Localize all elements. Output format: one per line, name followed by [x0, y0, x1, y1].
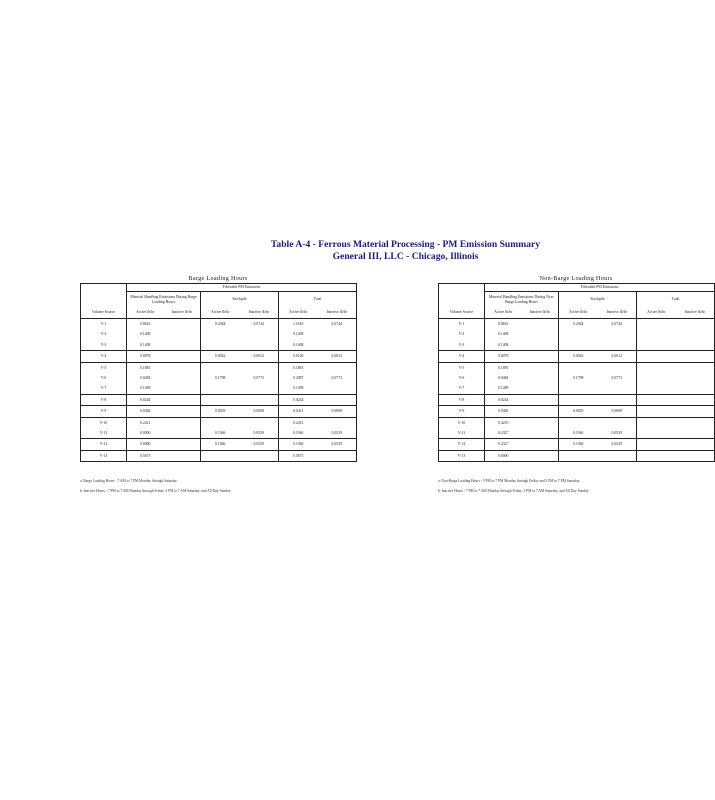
value-cell — [637, 406, 676, 417]
value-cell — [201, 362, 240, 373]
value-cell — [522, 406, 559, 417]
value-cell — [598, 450, 637, 461]
value-cell — [522, 439, 559, 450]
value-cell — [240, 362, 279, 373]
volume-source-cell: V-10 — [439, 417, 485, 428]
value-cell — [676, 373, 715, 383]
value-cell — [522, 329, 559, 339]
value-cell: 0.1408 — [127, 340, 164, 351]
value-cell — [637, 329, 676, 339]
value-cell — [676, 406, 715, 417]
table-subtitle: General III, LLC - Chicago, Illinois — [332, 251, 479, 262]
value-cell: 0.1946 — [279, 428, 318, 439]
note-line: b. Inactive Hours - 7 PM to 7 AM Monday through Friday, 5 PM to 7 AM Saturday, and All Day Sunday. — [438, 488, 590, 493]
subheader: Material Handling Emissions During Barge Loading Hours — [127, 292, 201, 308]
volume-source-cell: V-1 — [81, 319, 127, 330]
value-cell: 0.1408 — [140, 332, 151, 337]
volume-source-cell: V-9 — [81, 406, 127, 417]
value-cell — [240, 394, 279, 405]
subheader: Stockpile — [559, 292, 637, 308]
volume-source-cell: V-8 — [439, 394, 485, 405]
value-cell: 0.1881 — [293, 365, 304, 370]
table-caption: Barge Loading Hours — [188, 275, 248, 282]
value-cell: 0.0120 — [279, 351, 318, 362]
emissions-table — [438, 283, 715, 462]
volume-source-cell: V-8 — [81, 394, 127, 405]
value-cell: 0.2944 — [573, 321, 584, 326]
value-cell — [522, 417, 559, 428]
header-row-group — [81, 284, 357, 292]
value-cell: 0.0244 — [127, 394, 164, 405]
value-cell — [637, 362, 676, 373]
table-row — [439, 329, 715, 339]
value-cell: 0.2087 — [293, 375, 304, 380]
value-cell — [240, 329, 279, 339]
column-label: Active lb/hr — [279, 307, 318, 319]
header-spacer — [439, 292, 485, 308]
value-cell — [637, 340, 676, 351]
value-cell — [676, 340, 715, 351]
table-notes — [438, 477, 698, 496]
volume-source-cell: V-3 — [81, 340, 127, 351]
value-cell — [318, 417, 357, 428]
group-header: Filterable PM Emissions — [127, 284, 357, 292]
value-cell — [318, 362, 357, 373]
table-row — [439, 351, 715, 362]
value-cell — [559, 329, 598, 339]
value-cell — [164, 362, 201, 373]
table-notes — [80, 477, 340, 496]
table-row — [439, 417, 715, 428]
value-cell — [559, 394, 598, 405]
header-row-sub — [439, 292, 715, 308]
value-cell — [598, 340, 637, 351]
value-cell: 0.1946 — [559, 439, 598, 450]
value-cell — [318, 383, 357, 394]
value-cell — [559, 362, 598, 373]
value-cell — [598, 383, 637, 394]
column-label: Inactive lb/hr — [164, 307, 201, 319]
table-row — [439, 373, 715, 383]
header-spacer — [81, 292, 127, 308]
volume-source-cell: V-9 — [439, 406, 485, 417]
value-cell: 0.0012 — [240, 351, 279, 362]
volume-source-cell: V-11 — [439, 428, 485, 439]
value-cell — [164, 450, 201, 461]
value-cell: 0.0529 — [240, 439, 279, 450]
value-cell: 0.2412 — [140, 420, 151, 425]
value-cell — [164, 406, 201, 417]
value-cell: 0.0029 — [201, 406, 240, 417]
volume-source-cell: V-1 — [439, 319, 485, 330]
value-cell: 0.0008 — [598, 406, 637, 417]
value-cell — [164, 340, 201, 351]
value-cell — [676, 428, 715, 439]
value-cell: 0.8616 — [498, 321, 509, 326]
table-row — [81, 383, 357, 394]
header-row-sub — [81, 292, 357, 308]
value-cell: 0.2327 — [485, 428, 522, 439]
value-cell: 0.0484 — [140, 375, 151, 380]
value-cell — [164, 373, 201, 383]
value-cell: 1.1610 — [293, 321, 304, 326]
value-cell — [522, 450, 559, 461]
value-cell: 0.0008 — [240, 406, 279, 417]
value-cell — [637, 383, 676, 394]
volume-source-cell: V-5 — [439, 362, 485, 373]
column-label: Active lb/hr — [637, 307, 676, 319]
subheader: Total — [313, 297, 322, 302]
column-label: Active lb/hr — [201, 307, 240, 319]
value-cell: 0.5673 — [293, 453, 304, 458]
value-cell: 0.1946 — [559, 428, 598, 439]
value-cell — [637, 373, 676, 383]
value-cell — [201, 394, 240, 405]
table-row — [81, 351, 357, 362]
header-row-columns — [439, 307, 715, 319]
volume-source-cell: V-12 — [81, 439, 127, 450]
value-cell — [598, 394, 637, 405]
value-cell: 0.1881 — [498, 365, 509, 370]
volume-source-cell: V-4 — [81, 351, 127, 362]
value-cell: 0.1946 — [201, 439, 240, 450]
value-cell — [559, 383, 598, 394]
value-cell — [676, 319, 715, 330]
value-cell: 0.0529 — [318, 428, 357, 439]
value-cell: 0.0000 — [127, 439, 164, 450]
volume-source-cell: V-5 — [81, 362, 127, 373]
table-row — [81, 417, 357, 428]
value-cell: 0.1408 — [485, 340, 522, 351]
value-cell — [676, 362, 715, 373]
value-cell: 0.5673 — [140, 453, 151, 458]
value-cell — [522, 394, 559, 405]
column-label: Volume Source — [81, 307, 127, 319]
value-cell — [676, 450, 715, 461]
volume-source-cell: V-2 — [81, 329, 127, 339]
value-cell — [676, 351, 715, 362]
value-cell: 0.0529 — [240, 428, 279, 439]
volume-source-cell: V-6 — [81, 373, 127, 383]
table-row — [439, 439, 715, 450]
value-cell: 0.2944 — [215, 321, 226, 326]
value-cell: 0.0773 — [331, 375, 342, 380]
header-row-group — [439, 284, 715, 292]
value-cell: 0.0744 — [240, 319, 279, 330]
value-cell — [240, 417, 279, 428]
value-cell — [637, 394, 676, 405]
value-cell: 0.0529 — [598, 428, 637, 439]
volume-source-cell: V-11 — [81, 428, 127, 439]
value-cell — [240, 340, 279, 351]
value-cell: 0.0000 — [498, 453, 509, 458]
value-cell: 0.1881 — [140, 365, 151, 370]
volume-source-cell: V-6 — [439, 373, 485, 383]
right-clip-region — [438, 0, 705, 800]
value-cell — [318, 450, 357, 461]
table-row — [81, 340, 357, 351]
value-cell — [522, 340, 559, 351]
value-cell: 0.0744 — [598, 319, 637, 330]
value-cell: 0.0773 — [240, 373, 279, 383]
value-cell: 0.0411 — [279, 406, 318, 417]
value-cell: 0.1498 — [279, 383, 318, 394]
value-cell — [522, 319, 559, 330]
subheader: Stockpile — [201, 292, 279, 308]
column-label: Inactive lb/hr — [318, 307, 357, 319]
value-cell — [164, 351, 201, 362]
value-cell — [637, 319, 676, 330]
value-cell — [598, 329, 637, 339]
value-cell — [522, 362, 559, 373]
value-cell — [318, 394, 357, 405]
volume-source-cell: V-10 — [81, 417, 127, 428]
value-cell — [201, 450, 240, 461]
value-cell — [318, 329, 357, 339]
value-cell — [676, 383, 715, 394]
table-row — [439, 319, 715, 330]
value-cell — [164, 329, 201, 339]
table-caption: Non-Barge Loading Hours — [539, 275, 613, 282]
volume-source-cell: V-2 — [439, 329, 485, 339]
column-label: Active lb/hr — [485, 307, 522, 319]
header-spacer — [81, 284, 127, 292]
value-cell: 0.0078 — [485, 351, 522, 362]
value-cell: 0.0244 — [279, 394, 318, 405]
value-cell — [637, 428, 676, 439]
table-row — [439, 406, 715, 417]
value-cell: 0.1498 — [485, 383, 522, 394]
value-cell — [164, 417, 201, 428]
table-row — [81, 362, 357, 373]
value-cell: 0.0012 — [598, 351, 637, 362]
value-cell — [201, 329, 240, 339]
subheader: Total — [671, 297, 680, 302]
value-cell — [164, 383, 201, 394]
table-row — [81, 450, 357, 461]
value-cell — [637, 450, 676, 461]
table-row — [81, 394, 357, 405]
value-cell — [522, 373, 559, 383]
value-cell — [676, 394, 715, 405]
column-label: Inactive lb/hr — [598, 307, 637, 319]
value-cell — [598, 362, 637, 373]
value-cell — [676, 439, 715, 450]
value-cell — [201, 383, 240, 394]
table-row — [439, 383, 715, 394]
value-cell: 0.1408 — [498, 332, 509, 337]
value-cell: 0.0529 — [318, 439, 357, 450]
table-row — [439, 362, 715, 373]
column-label: Active lb/hr — [127, 307, 164, 319]
value-cell — [637, 351, 676, 362]
table-row — [439, 394, 715, 405]
value-cell: 0.1408 — [279, 340, 318, 351]
note-line: a. Non-Barge Loading Hours - 5 PM to 7 PM Monday through Friday and 5 PM to 7 PM Saturday. — [438, 479, 581, 483]
table-row — [81, 319, 357, 330]
value-cell: 0.0042 — [559, 351, 598, 362]
column-label: Inactive lb/hr — [522, 307, 559, 319]
value-cell: 0.1408 — [293, 332, 304, 337]
value-cell: 0.0382 — [485, 406, 522, 417]
value-cell — [676, 329, 715, 339]
value-cell — [201, 417, 240, 428]
value-cell — [164, 394, 201, 405]
value-cell — [676, 417, 715, 428]
volume-source-cell: V-13 — [439, 450, 485, 461]
value-cell — [598, 417, 637, 428]
value-cell: 0.0029 — [559, 406, 598, 417]
volume-source-cell: V-4 — [439, 351, 485, 362]
table-title: Table A-4 - Ferrous Material Processing - PM Emission Summary — [270, 239, 541, 250]
volume-source-cell: V-12 — [439, 439, 485, 450]
note-line: b. Inactive Hours - 7 PM to 7 AM Monday through Friday, 5 PM to 7 AM Saturday, and All Day Sunday. — [80, 488, 232, 493]
value-cell: 0.0773 — [598, 373, 637, 383]
value-cell: 0.0744 — [331, 321, 342, 326]
volume-source-cell: V-3 — [439, 340, 485, 351]
volume-source-cell: V-13 — [81, 450, 127, 461]
column-label: Active lb/hr — [559, 307, 598, 319]
header-spacer — [439, 284, 485, 292]
table-row — [81, 406, 357, 417]
value-cell: 0.0008 — [318, 406, 357, 417]
table-row — [439, 428, 715, 439]
value-cell — [559, 417, 598, 428]
value-cell — [637, 439, 676, 450]
value-cell — [522, 383, 559, 394]
value-cell — [240, 450, 279, 461]
subheader: Material Handling Emissions During Non-Barge Loading Hours — [485, 292, 559, 308]
table-row — [439, 450, 715, 461]
value-cell — [164, 319, 201, 330]
group-header: Filterable PM Emissions — [485, 284, 715, 292]
value-cell: 0.0529 — [598, 439, 637, 450]
emissions-table — [80, 283, 357, 462]
value-cell — [164, 439, 201, 450]
note-line: a. Barge Loading Hours - 7 AM to 7 PM Monday through Saturday. — [80, 479, 178, 483]
table-row — [81, 373, 357, 383]
column-label: Volume Source — [439, 307, 485, 319]
value-cell: 0.2412 — [293, 420, 304, 425]
volume-source-cell: V-7 — [439, 383, 485, 394]
value-cell: 0.2327 — [485, 439, 522, 450]
table-row — [439, 340, 715, 351]
value-cell — [318, 340, 357, 351]
value-cell: 0.0484 — [498, 375, 509, 380]
value-cell: 0.1946 — [201, 428, 240, 439]
value-cell — [522, 428, 559, 439]
value-cell: 0.0244 — [485, 394, 522, 405]
value-cell: 0.0000 — [127, 428, 164, 439]
volume-source-cell: V-7 — [81, 383, 127, 394]
column-label: Inactive lb/hr — [676, 307, 715, 319]
value-cell — [637, 417, 676, 428]
table-row — [81, 329, 357, 339]
table-row — [81, 428, 357, 439]
value-cell — [201, 340, 240, 351]
value-cell: 0.1798 — [215, 375, 226, 380]
value-cell: 0.1498 — [127, 383, 164, 394]
column-label: Inactive lb/hr — [240, 307, 279, 319]
header-row-columns — [81, 307, 357, 319]
value-cell: 0.0078 — [127, 351, 164, 362]
value-cell: 0.0012 — [318, 351, 357, 362]
value-cell: 0.0042 — [201, 351, 240, 362]
table-row — [81, 439, 357, 450]
value-cell — [559, 340, 598, 351]
value-cell: 0.1798 — [573, 375, 584, 380]
value-cell: 0.0382 — [127, 406, 164, 417]
value-cell: 0.1946 — [279, 439, 318, 450]
value-cell — [559, 450, 598, 461]
value-cell — [522, 351, 559, 362]
value-cell: 0.8616 — [140, 321, 151, 326]
value-cell — [164, 428, 201, 439]
value-cell — [240, 383, 279, 394]
value-cell: 0.4210 — [498, 420, 509, 425]
